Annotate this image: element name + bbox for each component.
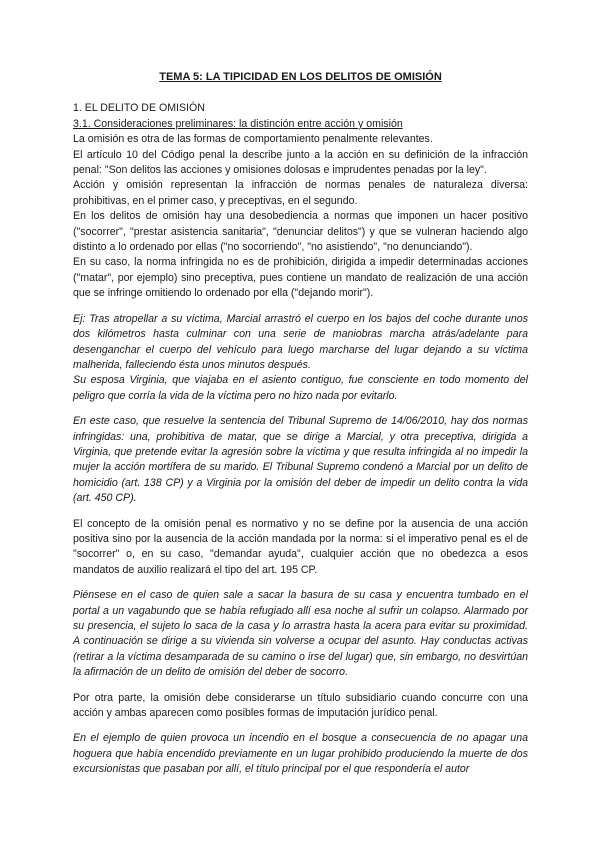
document-title: TEMA 5: LA TIPICIDAD EN LOS DELITOS DE OMISIÓN <box>159 71 442 83</box>
example-paragraph: En el ejemplo de quien provoca un incendio en el bosque a consecuencia de no apagar una hoguera que había encendido previamente en un lugar prohibido produciendo la muerte de dos excursionistas que pasaban por allí, el título principal por el que respondería el autor <box>73 732 528 776</box>
example-resolution-paragraph: En este caso, que resuelve la sentencia del Tribunal Supremo de 14/06/2010, hay dos normas infringidas: una, prohibitiva de matar, que se dirige a Marcial, y otra preceptiva, dirigida a Virginia, que pretende evitar la agresión sobre la víctima y que resulta infringida al no impedir la mujer la acción mortífera de su marido. El Tribunal Supremo condenó a Marcial por un delito de homicidio (art. 138 CP) y a Virginia por la omisión del deber de impedir un delito contra la vida (art. 450 CP). <box>73 415 528 505</box>
intro-paragraph: El artículo 10 del Código penal la describe junto a la acción en su definición de la infracción penal: "Son delitos las acciones y omisiones dolosas e imprudentes penadas por la ley". <box>73 148 528 177</box>
intro-paragraph: La omisión es otra de las formas de comportamiento penalmente relevantes. <box>73 133 433 146</box>
example-paragraph: Su esposa Virginia, que viajaba en el asiento contiguo, fue consciente en todo momento del peligro que corría la vida de la víctima pero no hizo nada por evitarlo. <box>73 374 528 402</box>
concept-paragraph: El concepto de la omisión penal es normativo y no se define por la ausencia de una acción positiva sino por la ausencia de la acción mandada por la norma: si el imperativo penal es el de "socorrer" o, en su caso, "demandar ayuda", cualquier acción que no obedezca a esos mandatos de auxilio realizará el tipo del art. 195 CP. <box>73 517 528 576</box>
section-heading: 1. EL DELITO DE OMISIÓN <box>73 102 205 115</box>
subsidiary-paragraph: Por otra parte, la omisión debe considerarse un título subsidiario cuando concurre con una acción y ambas aparecen como posibles formas de imputación jurídico penal. <box>73 691 528 720</box>
intro-paragraph: En su caso, la norma infringida no es de prohibición, dirigida a impedir determinadas acciones ("matar", por ejemplo) sino preceptiva, pues contiene un mandato de realización de una acción que se infringe omitiendo lo ordenado por ella ("dejando morir"). <box>73 256 528 300</box>
intro-paragraph: En los delitos de omisión hay una desobediencia a normas que imponen un hacer positivo ("socorrer", "prestar asistencia sanitaria", "denunciar delitos") y que se vulneran haciendo algo distinto a lo ordenado por ellas ("no socorriendo", "no asistiendo", "no denunciando"). <box>73 210 528 254</box>
document-body <box>73 70 528 778</box>
subsection-heading: 3.1. Consideraciones preliminares: la distinción entre acción y omisión <box>73 117 403 130</box>
intro-paragraph: Acción y omisión representan la infracción de normas penales de naturaleza diversa: prohibitivas, en el primer caso, y preceptivas, en el segundo. <box>73 179 528 207</box>
example-paragraph: Ej: Tras atropellar a su víctima, Marcial arrastró el cuerpo en los bajos del coche durante unos dos kilómetros hasta culminar con una serie de maniobras marcha atrás/adelante para desenganchar el cuerpo del vehículo para luego marcharse del lugar dejando a su víctima malherida, falleciendo ésta unos minutos después. <box>73 312 528 371</box>
example-paragraph: Piénsese en el caso de quien sale a sacar la basura de su casa y encuentra tumbado en el portal a un vagabundo que se había refugiado allí esa noche al sufrir un colapso. Alarmado por su presencia, el sujeto lo saca de la casa y lo arrastra hasta la acera para evitar su proximidad. A continuación se dirige a su vivienda sin volverse a ocupar del asunto. Hay conductas activas (retirar a la víctima desamparada de su camino o irse del lugar) que, sin embargo, no desvirtúan la afirmación de un delito de omisión del deber de socorro. <box>73 589 528 679</box>
